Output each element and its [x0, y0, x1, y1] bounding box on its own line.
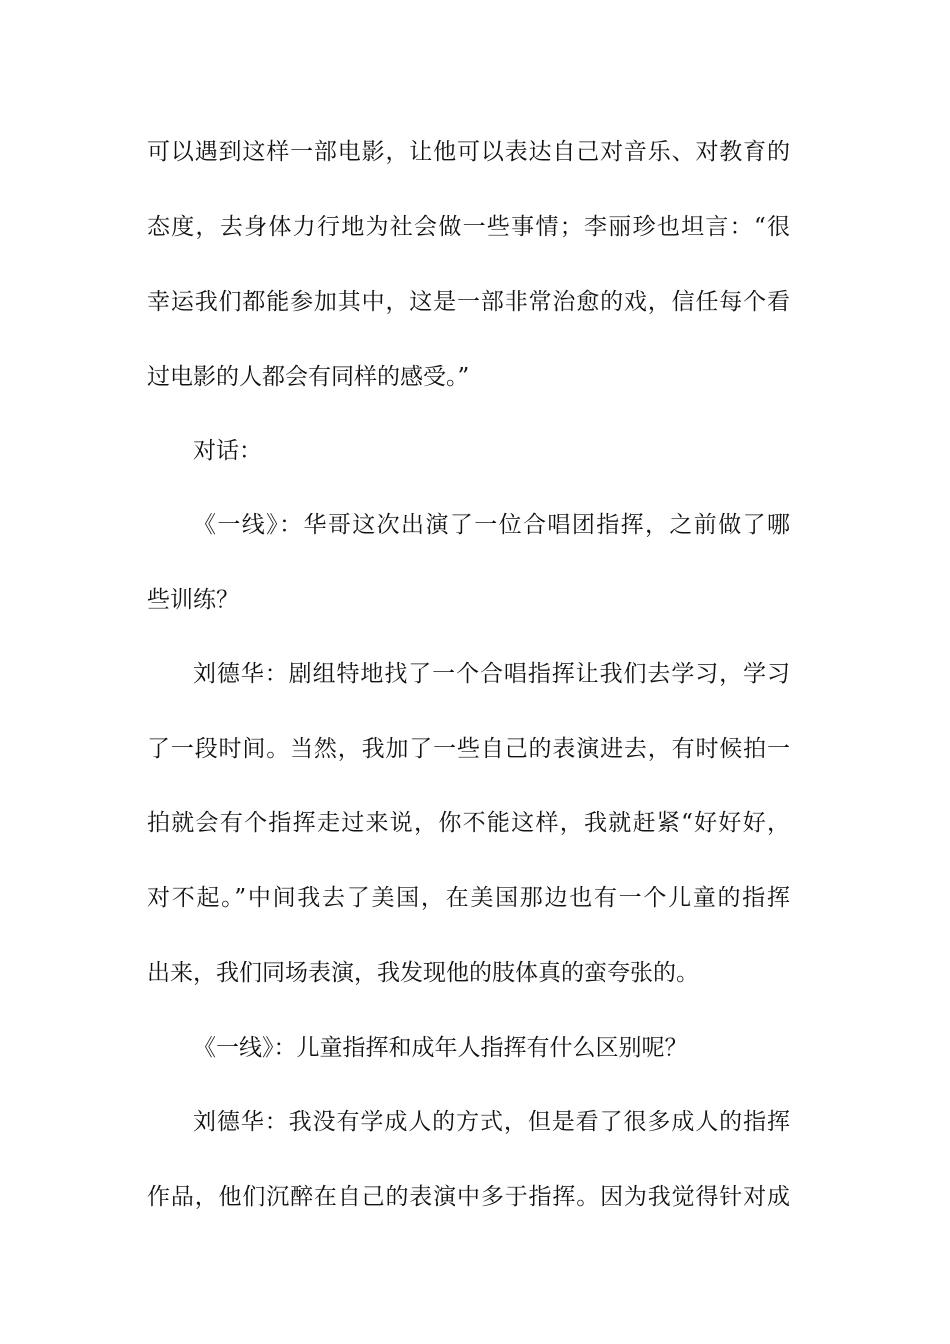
answer-line: 作品，他们沉醉在自己的表演中多于指挥。因为我觉得针对成 — [147, 1184, 790, 1210]
text-line: 态度，去身体力行地为社会做一些事情；李丽珍也坦言：“很 — [147, 214, 790, 240]
question-line: 些训练？ — [147, 587, 239, 613]
answer-line: 对不起。”中间我去了美国，在美国那边也有一个儿童的指挥 — [147, 885, 790, 911]
answer-line: 拍就会有个指挥走过来说，你不能这样，我就赶紧“好好好， — [147, 810, 790, 836]
answer-line: 刘德华：剧组特地找了一个合唱指挥让我们去学习，学习 — [193, 661, 790, 687]
question-line: 《一线》：华哥这次出演了一位合唱团指挥，之前做了哪 — [193, 512, 790, 538]
answer-line: 刘德华：我没有学成人的方式，但是看了很多成人的指挥 — [193, 1109, 790, 1135]
text-line: 可以遇到这样一部电影，让他可以表达自己对音乐、对教育的 — [147, 139, 790, 165]
text-line: 幸运我们都能参加其中，这是一部非常治愈的戏，信任每个看 — [147, 289, 790, 315]
section-heading: 对话： — [193, 438, 262, 464]
text-line: 过电影的人都会有同样的感受。” — [147, 364, 470, 390]
question-line: 《一线》：儿童指挥和成年人指挥有什么区别呢？ — [193, 1035, 688, 1061]
answer-line: 出来，我们同场表演，我发现他的肢体真的蛮夸张的。 — [147, 960, 699, 986]
answer-line: 了一段时间。当然，我加了一些自己的表演进去，有时候拍一 — [147, 736, 790, 762]
